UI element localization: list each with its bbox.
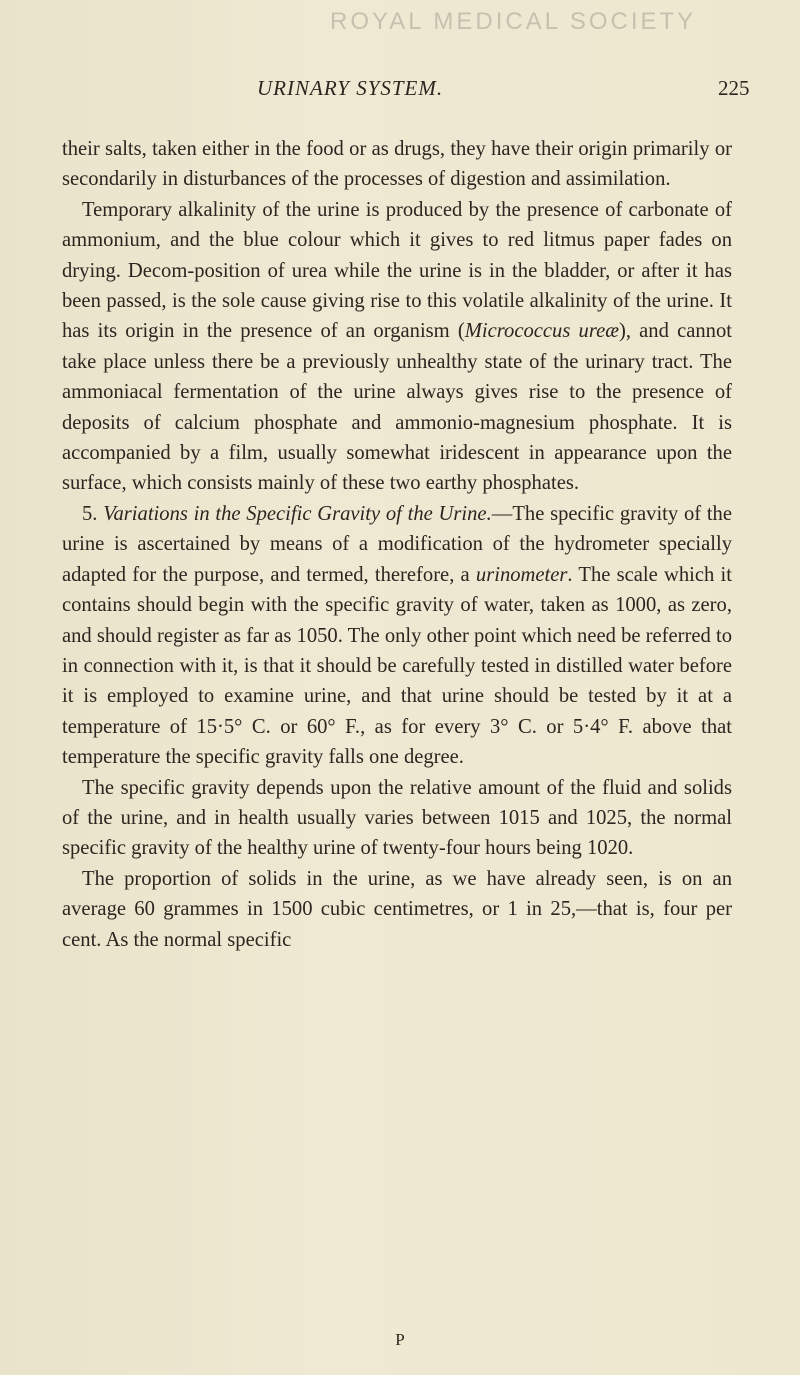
urinometer-term: urinometer — [475, 563, 568, 586]
organism-name: Micrococcus ureæ — [464, 320, 619, 343]
paragraph-4: The specific gravity depends upon the relative amount of the fluid and solids of the urine, and in health usually varies between 1015 and 1025, the normal specific gravity of the healthy urine of twenty-four hours being 1020. — [62, 776, 732, 860]
body-text — [62, 134, 732, 955]
paragraph-3-text-b: . The scale which it contains should begin with the specific gravity of water, taken as 1000, as zero, and should register as far as 1050. The only other point which need be referred to in connection with it, is that it should be carefully tested in distilled water before it is employed to examine urine, and that urine should be tested by it at a temperature of 15·5° C. or 60° F., as for every 3° C. or 5·4° F. above that temperature the specific gravity falls one degree. — [62, 563, 732, 769]
paragraph-2 — [62, 195, 732, 499]
signature-mark: P — [395, 1330, 405, 1349]
running-header — [0, 76, 800, 106]
paragraph-2-text-a: Temporary alkalinity of the urine is produced by the presence of carbonate of ammonium, and the blue colour which it gives to red litmus paper fades on drying. Decom-position of urea while the urine is in the bladder, or after it has been passed, is the sole cause giving rise to this volatile alkalinity of the urine. It has its origin in the presence of an organism ( — [62, 198, 732, 343]
paragraph-3-text-a: —The specific gravity of the urine is ascertained by means of a modification of the hydrometer specially adapted for the purpose, and termed, therefore, a — [62, 502, 732, 586]
section-number: 5. — [82, 502, 98, 525]
section-heading: Variations in the Specific Gravity of the Urine. — [103, 502, 492, 525]
paragraph-3 — [62, 499, 732, 773]
paragraph-2-text-b: ), and cannot take place unless there be a previously unhealthy state of the urinary tract. The ammoniacal fermentation of the urine always gives rise to the presence of deposits of calcium phosphate and ammonio-magnesium phosphate. It is accompanied by a film, usually somewhat iridescent in appearance upon the surface, which consists mainly of these two earthy phosphates. — [62, 320, 732, 495]
paragraph-5: The proportion of solids in the urine, as we have already seen, is on an average 60 grammes in 1500 cubic centimetres, or 1 in 25,—that is, four per cent. As the normal specific — [62, 867, 732, 951]
paragraph-1: their salts, taken either in the food or as drugs, they have their origin primarily or secondarily in disturbances of the processes of digestion and assimilation. — [62, 138, 732, 191]
page-number: 225 — [718, 76, 750, 100]
library-stamp: ROYAL MEDICAL SOCIETY — [330, 8, 697, 35]
running-title: URINARY SYSTEM. — [257, 76, 444, 100]
